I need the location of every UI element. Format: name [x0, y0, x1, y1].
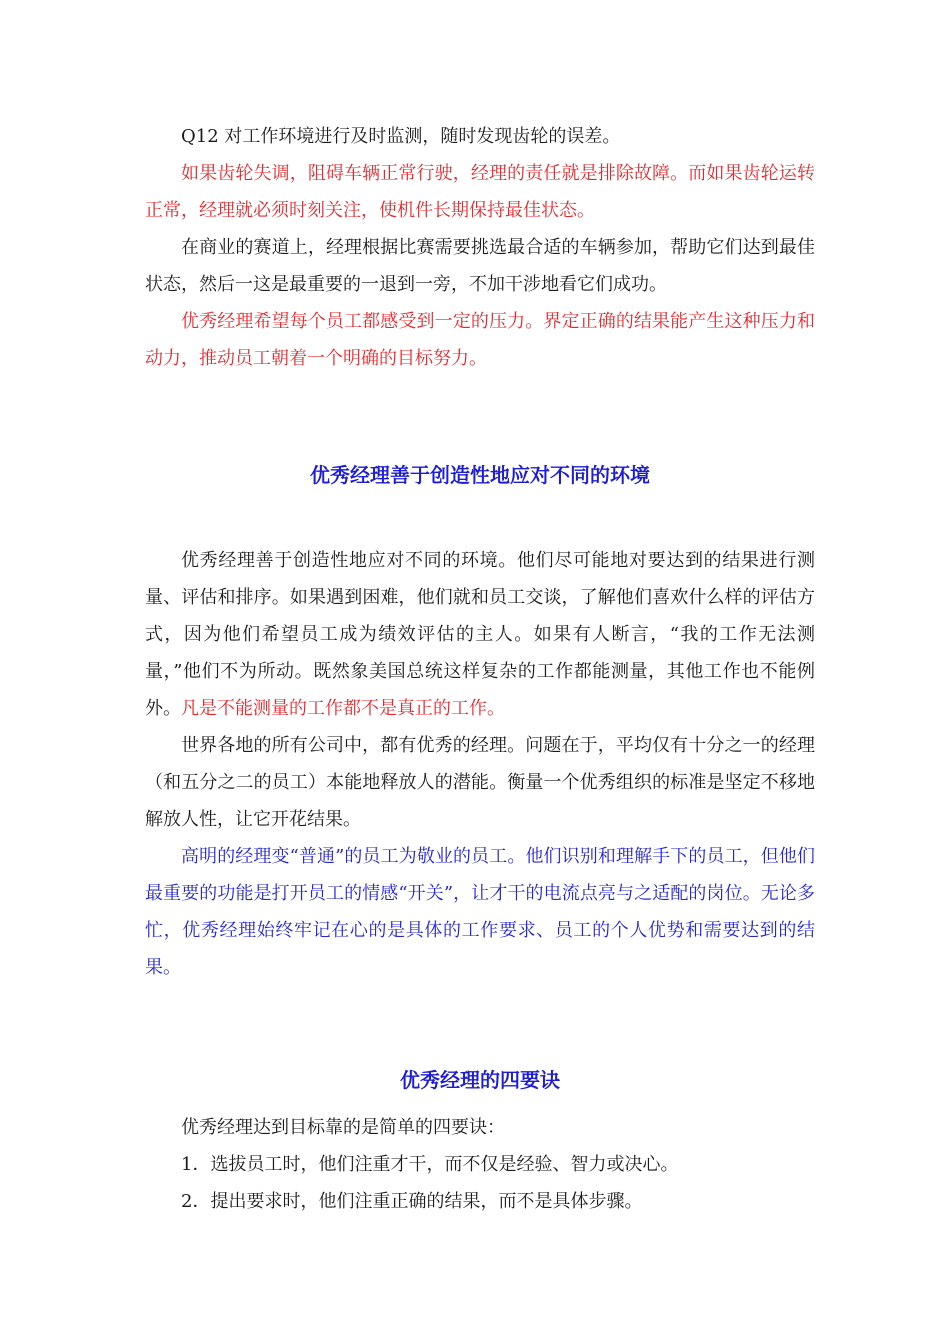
paragraph-global-managers: 世界各地的所有公司中，都有优秀的经理。问题在于，平均仅有十分之一的经理（和五分之二的员工）本能地释放人的潜能。衡量一个优秀组织的标准是坚定不移地解放人性，让它开花结果。 — [145, 735, 815, 830]
heading-four-keys: 优秀经理的四要诀 — [400, 1068, 560, 1092]
paragraph-engaged-employees: 高明的经理变“普通”的员工为敬业的员工。他们识别和理解手下的员工，但他们最重要的功能是打开员工的情感“开关”，让才干的电流点亮与之适配的岗位。无论多忙，优秀经理始终牢记在心的是具体的工作要求、员工的个人优势和需要达到的结果。 — [145, 846, 815, 978]
paragraph-four-keys-intro: 优秀经理达到目标靠的是简单的四要诀： — [181, 1117, 505, 1138]
paragraph-measurement — [145, 542, 815, 727]
paragraph-q12-intro: Q12 对工作环境进行及时监测，随时发现齿轮的误差。 — [181, 126, 621, 147]
paragraph-racetrack: 在商业的赛道上，经理根据比赛需要挑选最合适的车辆参加，帮助它们达到最佳状态，然后一这是最重要的一退到一旁，不加干涉地看它们成功。 — [145, 237, 815, 295]
paragraph-pressure: 优秀经理希望每个员工都感受到一定的压力。界定正确的结果能产生这种压力和动力，推动员工朝着一个明确的目标努力。 — [145, 311, 815, 369]
paragraph-gear-analogy: 如果齿轮失调，阻碍车辆正常行驶，经理的责任就是排除故障。而如果齿轮运转正常，经理就必须时刻关注，使机件长期保持最佳状态。 — [145, 163, 815, 221]
paragraph-measurement-highlight: 凡是不能测量的工作都不是真正的工作。 — [181, 698, 505, 719]
heading-creative-environments: 优秀经理善于创造性地应对不同的环境 — [310, 463, 650, 487]
section-four-keys — [145, 1109, 815, 1220]
section-creative-environments — [145, 542, 815, 986]
list-item: 2．提出要求时，他们注重正确的结果，而不是具体步骤。 — [181, 1191, 643, 1212]
list-item: 1．选拔员工时，他们注重才干，而不仅是经验、智力或决心。 — [181, 1154, 679, 1175]
section-q12 — [145, 118, 815, 377]
document-page — [145, 118, 815, 1220]
paragraph-measurement-text: 优秀经理善于创造性地应对不同的环境。他们尽可能地对要达到的结果进行测量、评估和排序。如果遇到困难，他们就和员工交谈，了解他们喜欢什么样的评估方式，因为他们希望员工成为绩效评估的主人。如果有人断言，“我的工作无法测量，”他们不为所动。既然象美国总统这样复杂的工作都能测量，其他工作也不能例外。 — [145, 550, 815, 719]
